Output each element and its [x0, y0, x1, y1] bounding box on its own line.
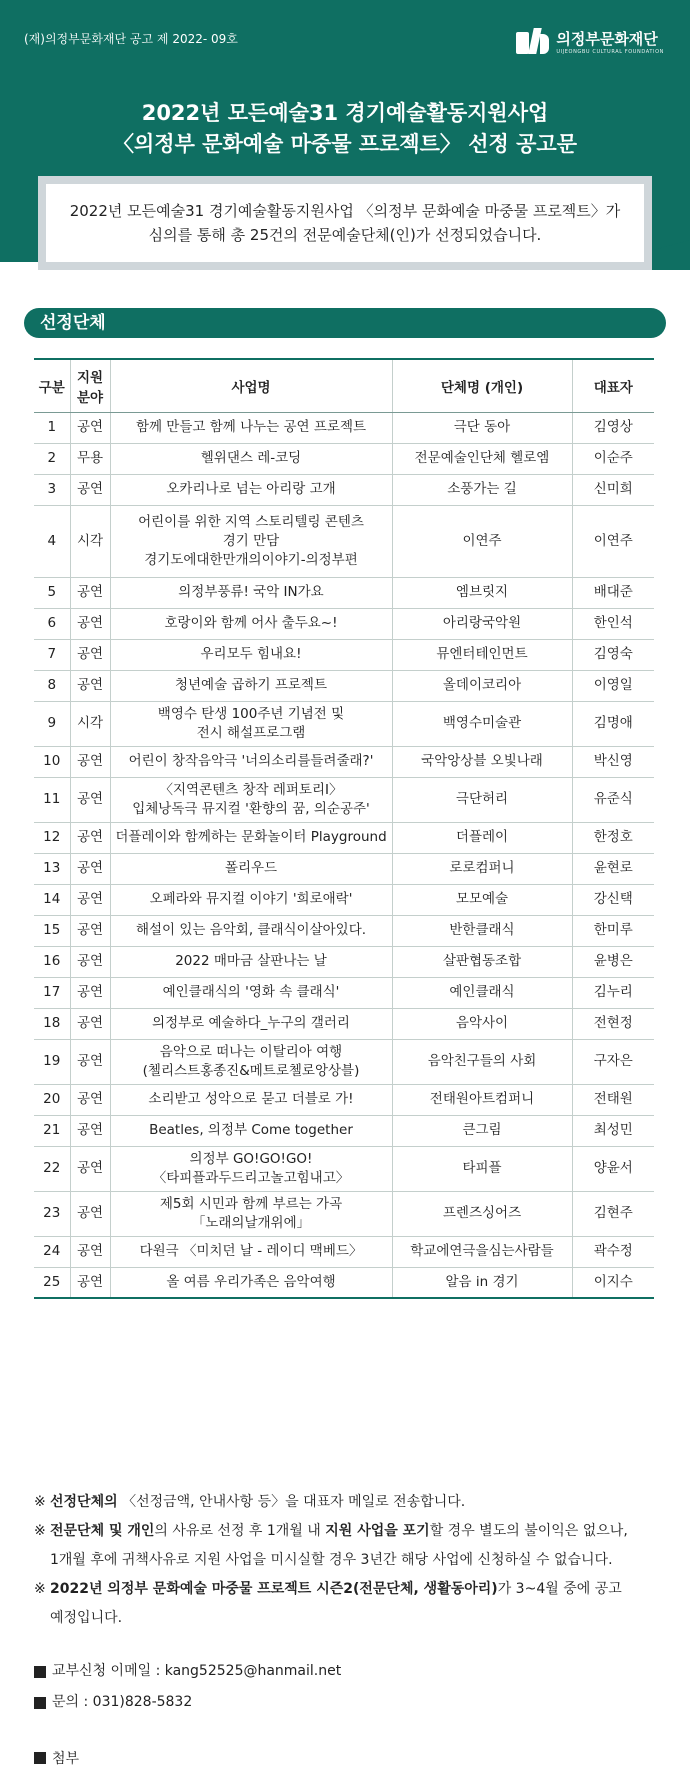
- cell-representative: 김명애: [572, 701, 654, 746]
- cell-project: [110, 670, 392, 701]
- project-line: 함께 만들고 함께 나누는 공연 프로젝트: [135, 419, 367, 435]
- cell-no: 24: [34, 1236, 70, 1267]
- table-row: [34, 608, 654, 639]
- cell-representative: 이순주: [572, 443, 654, 474]
- cell-group: 음악사이: [392, 1008, 572, 1039]
- cell-field: 공연: [70, 1146, 110, 1191]
- table-row: [34, 577, 654, 608]
- cell-representative: 유준식: [572, 777, 654, 822]
- cell-group: 프렌즈싱어즈: [392, 1191, 572, 1236]
- table-row: [34, 915, 654, 946]
- table-header-row: [34, 359, 654, 412]
- title-line-2: 〈의정부 문화예술 마중물 프로젝트〉 선정 공고문: [113, 132, 577, 156]
- table-row: [34, 505, 654, 577]
- cell-representative: 한인석: [572, 608, 654, 639]
- cell-project: [110, 1267, 392, 1298]
- project-line: 백영수 탄생 100주년 기념전 및: [157, 705, 345, 722]
- table-row: [34, 977, 654, 1008]
- project-line: 예인클래식의 '영화 속 클래식': [162, 984, 340, 1000]
- attachment-heading: 첨부: [34, 1748, 79, 1768]
- cell-group: 뮤엔터테인먼트: [392, 639, 572, 670]
- square-bullet-icon: [34, 1666, 46, 1678]
- project-line: 경기 만담: [222, 532, 280, 549]
- project-line: 어린이 창작음악극 '너의소리를들려줄래?': [128, 753, 374, 769]
- cell-no: 17: [34, 977, 70, 1008]
- cell-no: 10: [34, 746, 70, 777]
- cell-project: [110, 1008, 392, 1039]
- cell-group: 전태원아트컴퍼니: [392, 1084, 572, 1115]
- cell-representative: 구자은: [572, 1039, 654, 1084]
- cell-no: 2: [34, 443, 70, 474]
- cell-project: [110, 853, 392, 884]
- cell-project: [110, 977, 392, 1008]
- cell-no: 19: [34, 1039, 70, 1084]
- cell-field: 공연: [70, 1008, 110, 1039]
- cell-project: [110, 1146, 392, 1191]
- cell-group: 살판협동조합: [392, 946, 572, 977]
- table-row: [34, 1236, 654, 1267]
- foundation-logo: [516, 28, 664, 58]
- cell-group: 예인클래식: [392, 977, 572, 1008]
- project-line: 「노래의날개위에」: [191, 1214, 311, 1231]
- cell-field: 공연: [70, 474, 110, 505]
- project-line: 의정부풍류! 국악 IN가요: [178, 584, 324, 600]
- cell-group: 타피플: [392, 1146, 572, 1191]
- cell-representative: 신미희: [572, 474, 654, 505]
- section-title-selected-groups: 선정단체: [24, 308, 666, 338]
- cell-representative: 양윤서: [572, 1146, 654, 1191]
- cell-representative: 배대준: [572, 577, 654, 608]
- contact-phone: 문의 : 031)828-5832: [34, 1687, 341, 1718]
- contact-email: 교부신청 이메일 : kang52525@hanmail.net: [34, 1656, 341, 1687]
- cell-field: 공연: [70, 670, 110, 701]
- cell-no: 8: [34, 670, 70, 701]
- cell-group: 큰그림: [392, 1115, 572, 1146]
- cell-no: 5: [34, 577, 70, 608]
- cell-no: 20: [34, 1084, 70, 1115]
- cell-representative: 전현정: [572, 1008, 654, 1039]
- summary-line-1: 2022년 모든예술31 경기예술활동지원사업 〈의정부 문화예술 마중물 프로젝트〉가: [69, 202, 621, 220]
- cell-no: 9: [34, 701, 70, 746]
- notice-number: (재)의정부문화재단 공고 제 2022- 09호: [24, 32, 238, 46]
- cell-project: [110, 946, 392, 977]
- table-row: [34, 777, 654, 822]
- selection-table: [34, 358, 654, 1299]
- project-line: 의정부로 예술하다_누구의 갤러리: [152, 1015, 350, 1031]
- summary-line-2: 심의를 통해 총 25건의 전문예술단체(인)가 선정되었습니다.: [148, 226, 542, 244]
- cell-no: 25: [34, 1267, 70, 1298]
- note-2: ※ 전문단체 및 개인의 사유로 선정 후 1개월 내 지원 사업을 포기할 경우 별도의 불이익은 없으나, 1개월 후에 귀책사유로 지원 사업을 미시실할 경우 3년간 해당 사업에 신청하실 수 없습니다.: [34, 1523, 628, 1568]
- cell-field: 공연: [70, 1267, 110, 1298]
- cell-project: [110, 1084, 392, 1115]
- cell-no: 12: [34, 822, 70, 853]
- project-line: 오페라와 뮤지컬 이야기 '희로애락': [149, 891, 353, 907]
- table-row: [34, 639, 654, 670]
- cell-group: 백영수미술관: [392, 701, 572, 746]
- cell-field: 공연: [70, 822, 110, 853]
- cell-field: 공연: [70, 946, 110, 977]
- project-line: 입체낭독극 뮤지컬 '환향의 꿈, 의순공주': [132, 800, 370, 817]
- logo-subtitle: UIJEONGBU CULTURAL FOUNDATION: [556, 48, 664, 55]
- cell-no: 13: [34, 853, 70, 884]
- cell-representative: 한미루: [572, 915, 654, 946]
- cell-no: 16: [34, 946, 70, 977]
- table-row: [34, 474, 654, 505]
- table-row: [34, 884, 654, 915]
- cell-project: [110, 505, 392, 577]
- cell-project: [110, 915, 392, 946]
- cell-project: [110, 746, 392, 777]
- cell-field: 공연: [70, 577, 110, 608]
- table-row: [34, 1146, 654, 1191]
- cell-project: [110, 822, 392, 853]
- cell-project: [110, 1236, 392, 1267]
- table-row: [34, 670, 654, 701]
- table-row: [34, 822, 654, 853]
- cell-project: [110, 1039, 392, 1084]
- cell-project: [110, 474, 392, 505]
- cell-group: 음악친구들의 사회: [392, 1039, 572, 1084]
- cell-field: 공연: [70, 746, 110, 777]
- cell-group: 극단허리: [392, 777, 572, 822]
- cell-representative: 김영숙: [572, 639, 654, 670]
- project-line: 호랑이와 함께 어사 출두요~!: [164, 615, 338, 631]
- cell-no: 18: [34, 1008, 70, 1039]
- project-line: 〈타피플과두드리고놀고힘내고〉: [152, 1169, 350, 1186]
- cell-project: [110, 701, 392, 746]
- table-row: [34, 1084, 654, 1115]
- project-line: 오카리나로 넘는 아리랑 고개: [166, 481, 336, 497]
- project-line: 청년예술 곱하기 프로젝트: [174, 677, 328, 693]
- title-line-1: 2022년 모든예술31 경기예술활동지원사업: [141, 101, 549, 125]
- cell-field: 무용: [70, 443, 110, 474]
- table-row: [34, 1115, 654, 1146]
- cell-representative: 이연주: [572, 505, 654, 577]
- cell-field: 공연: [70, 412, 110, 443]
- cell-no: 1: [34, 412, 70, 443]
- cell-no: 22: [34, 1146, 70, 1191]
- cell-group: 더플레이: [392, 822, 572, 853]
- cell-project: [110, 577, 392, 608]
- cell-group: 로로컴퍼니: [392, 853, 572, 884]
- cell-field: 공연: [70, 1236, 110, 1267]
- cell-representative: 윤병은: [572, 946, 654, 977]
- header-project: 사업명: [110, 359, 392, 412]
- cell-group: 알음 in 경기: [392, 1267, 572, 1298]
- note-1: ※ 선정단체의 〈선정금액, 안내사항 등〉을 대표자 메일로 전송합니다.: [34, 1494, 466, 1510]
- cell-field: 공연: [70, 884, 110, 915]
- cell-representative: 곽수정: [572, 1236, 654, 1267]
- project-line: 어린이를 위한 지역 스토리텔링 콘텐츠: [138, 513, 364, 530]
- cell-representative: 전태원: [572, 1084, 654, 1115]
- cell-field: 공연: [70, 608, 110, 639]
- cell-representative: 최성민: [572, 1115, 654, 1146]
- notes-section: [34, 1488, 664, 1633]
- cell-group: 아리랑국악원: [392, 608, 572, 639]
- cell-no: 11: [34, 777, 70, 822]
- cell-group: 소풍가는 길: [392, 474, 572, 505]
- table-row: [34, 853, 654, 884]
- cell-project: [110, 443, 392, 474]
- cell-field: 공연: [70, 639, 110, 670]
- cell-project: [110, 608, 392, 639]
- cell-representative: 김영상: [572, 412, 654, 443]
- project-line: 더플레이와 함께하는 문화놀이터 Playground: [115, 829, 387, 845]
- table-row: [34, 701, 654, 746]
- project-line: (첼리스트홍종진&메트로첼로앙상블): [142, 1062, 360, 1079]
- project-line: Beatles, 의정부 Come together: [149, 1122, 353, 1138]
- table-row: [34, 1191, 654, 1236]
- cell-representative: 박신영: [572, 746, 654, 777]
- cell-field: 공연: [70, 853, 110, 884]
- table-row: [34, 412, 654, 443]
- logo-mark-icon: [516, 28, 550, 58]
- cell-project: [110, 412, 392, 443]
- project-line: 전시 해설프로그램: [196, 724, 306, 741]
- project-line: 헬위댄스 레-코딩: [200, 450, 302, 466]
- cell-field: 공연: [70, 915, 110, 946]
- page-title: [0, 98, 690, 160]
- table-row: [34, 946, 654, 977]
- square-bullet-icon: [34, 1697, 46, 1709]
- header-representative: 대표자: [572, 359, 654, 412]
- cell-project: [110, 1191, 392, 1236]
- table-row: [34, 1039, 654, 1084]
- contact-info: [34, 1656, 341, 1718]
- summary-box: [38, 176, 652, 270]
- cell-field: 공연: [70, 1115, 110, 1146]
- project-line: 폴리우드: [224, 860, 278, 876]
- project-line: 2022 매마금 살판나는 날: [175, 953, 327, 969]
- square-bullet-icon: [34, 1752, 46, 1764]
- cell-field: 공연: [70, 777, 110, 822]
- cell-representative: 한정호: [572, 822, 654, 853]
- cell-group: 이연주: [392, 505, 572, 577]
- project-line: 다원극 〈미치던 날 - 레이디 맥베드〉: [139, 1243, 363, 1259]
- cell-field: 공연: [70, 1191, 110, 1236]
- cell-no: 4: [34, 505, 70, 577]
- cell-representative: 김현주: [572, 1191, 654, 1236]
- cell-field: 공연: [70, 1039, 110, 1084]
- cell-no: 15: [34, 915, 70, 946]
- header-group: 단체명 (개인): [392, 359, 572, 412]
- cell-project: [110, 777, 392, 822]
- cell-field: 공연: [70, 1084, 110, 1115]
- cell-representative: 강신택: [572, 884, 654, 915]
- cell-no: 7: [34, 639, 70, 670]
- cell-group: 엠브릿지: [392, 577, 572, 608]
- project-line: 제5회 시민과 함께 부르는 가곡: [159, 1195, 343, 1212]
- cell-representative: 이지수: [572, 1267, 654, 1298]
- cell-group: 극단 동아: [392, 412, 572, 443]
- cell-no: 23: [34, 1191, 70, 1236]
- cell-group: 반한클래식: [392, 915, 572, 946]
- table-row: [34, 1008, 654, 1039]
- table-row: [34, 443, 654, 474]
- project-line: 올 여름 우리가족은 음악여행: [166, 1273, 336, 1290]
- cell-project: [110, 639, 392, 670]
- logo-name: 의정부문화재단: [556, 29, 658, 48]
- cell-field: 시각: [70, 701, 110, 746]
- cell-no: 14: [34, 884, 70, 915]
- note-3: ※ 2022년 의정부 문화예술 마중물 프로젝트 시즌2(전문단체, 생활동아리)가 3~4월 중에 공고 예정입니다.: [34, 1581, 622, 1626]
- project-line: 소리받고 성악으로 묻고 더블로 가!: [148, 1091, 354, 1107]
- cell-group: 올데이코리아: [392, 670, 572, 701]
- cell-project: [110, 884, 392, 915]
- cell-group: 학교에연극을심는사람들: [392, 1236, 572, 1267]
- project-line: 〈지역콘텐츠 창작 레퍼토리Ⅰ〉: [159, 781, 343, 798]
- header-no: 구분: [34, 359, 70, 412]
- cell-no: 21: [34, 1115, 70, 1146]
- cell-field: 시각: [70, 505, 110, 577]
- cell-project: [110, 1115, 392, 1146]
- cell-group: 모모예술: [392, 884, 572, 915]
- project-line: 경기도에대한만개의이야기-의정부편: [144, 551, 358, 568]
- cell-group: 국악앙상블 오빛나래: [392, 746, 572, 777]
- cell-no: 6: [34, 608, 70, 639]
- project-line: 해설이 있는 음악회, 클래식이살아있다.: [135, 922, 367, 938]
- project-line: 의정부 GO!GO!GO!: [189, 1150, 313, 1167]
- project-line: 음악으로 떠나는 이탈리아 여행: [159, 1043, 343, 1060]
- table-row: [34, 1267, 654, 1298]
- cell-group: 전문예술인단체 헬로엠: [392, 443, 572, 474]
- table-row: [34, 746, 654, 777]
- cell-no: 3: [34, 474, 70, 505]
- header-field: 지원 분야: [70, 359, 110, 412]
- cell-representative: 이영일: [572, 670, 654, 701]
- cell-representative: 김누리: [572, 977, 654, 1008]
- cell-field: 공연: [70, 977, 110, 1008]
- project-line: 우리모두 힘내요!: [200, 646, 302, 662]
- cell-representative: 윤현로: [572, 853, 654, 884]
